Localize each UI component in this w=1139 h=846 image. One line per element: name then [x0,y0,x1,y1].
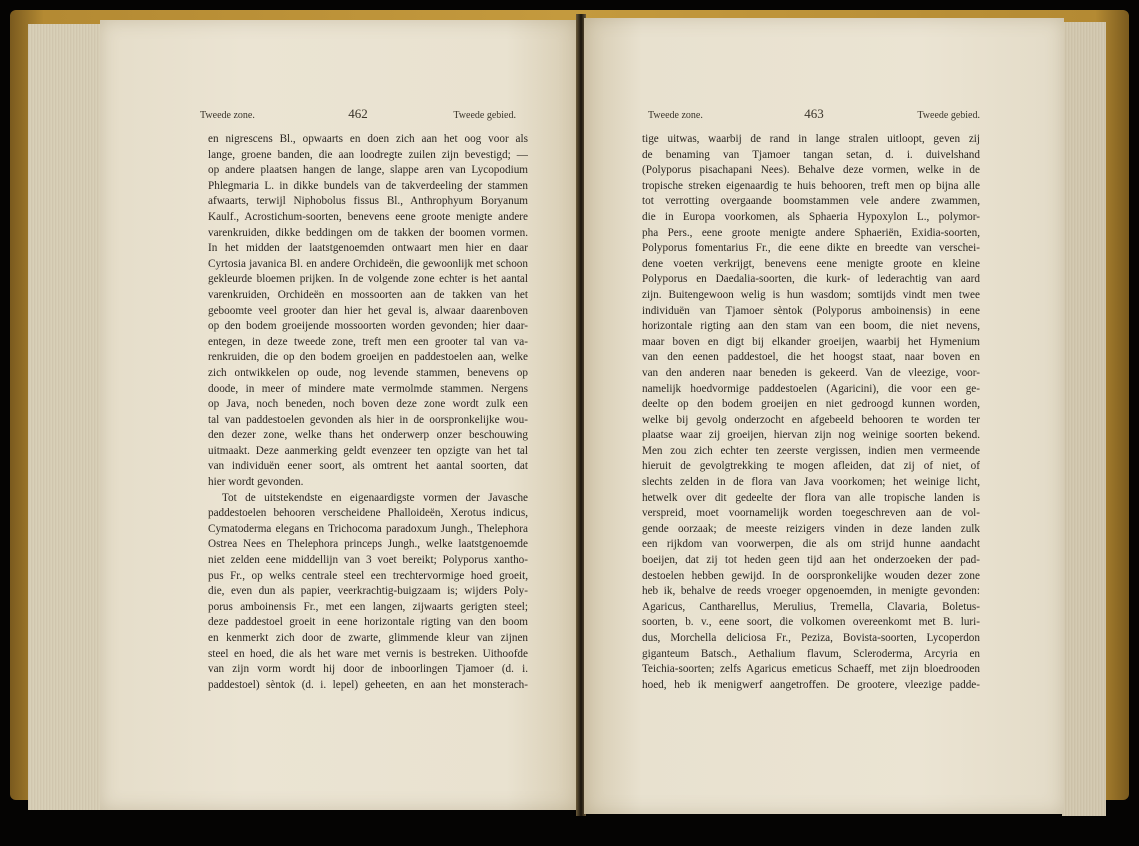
text-line: namelijk hoedvormige paddestoelen (Agaricini), die voor een ge- [642,382,980,395]
text-line: den dezer zone, welke thans het onderwerp onzer beschouwing [208,429,528,442]
text-line: Cymatoderma elegans en Trichocoma paradoxum Jungh., Thelephora [208,522,528,535]
text-line: en kenmerkt zich door de zwarte, glimmende kleur van zijnen [208,632,528,644]
text-line: steel en hoed, die als het ware met vernis is bestreken. Uithoofde [208,647,528,660]
right-page [584,18,1064,814]
text-line: pha Pers., eene groote menigte andere Sphaeriën, Exidia-soorten, [642,226,980,239]
text-line: deze paddestoel groeit in eene horizontale rigting van den boom [208,616,528,629]
text-line: op den bodem groeijende mossoorten worden gevonden; hier daar- [208,320,528,333]
left-page [100,20,578,810]
text-line: slechts zelden in de flora van Java voorkomen; het weinige licht, [642,476,980,489]
page-edges-right [1062,22,1106,816]
text-line: destoelen hebben gewijd. In de oorspronkelijke wouden dezer zone [642,569,980,582]
text-line: dus, Morchella deliciosa Fr., Peziza, Bovista-soorten, Lycoperdon [642,632,980,644]
text-line: welke bij gevolg onderzocht en afgebeeld behooren te worden ter [642,413,980,426]
text-line: doode, in meer of mindere mate vermolmde stammen. Nergens [208,382,528,395]
text-line: een rijkdom van voorwerpen, die als om strijd hunne aandacht [642,538,980,551]
running-head-right: Tweede gebied. [917,110,980,121]
page-edges-left [28,24,108,810]
text-line: horizontale rigting aan den stam van een boom, die niet nevens, [642,320,980,333]
text-line: entegen, in deze tweede zone, treft men een grooter tal van va- [208,335,528,348]
text-line: van den anderen naar beneden is gekeerd. Van de vleezige, voor- [642,366,980,379]
text-line: renkruiden, die op den bodem groeijen en paddestoelen aan, welke [208,351,528,364]
text-line: hetwelk over dit gedeelte der flora van alle tropische landen is [642,491,980,504]
text-line: en nigrescens Bl., opwaarts en doen zich aan het oog voor als [208,133,528,145]
text-line: op andere plaatsen hangen de lange, slappe aren van Lycopodium [208,164,528,177]
running-head-left: Tweede zone. [200,110,255,121]
text-line: verspreid, moet voornamelijk worden toegeschreven aan de vol- [642,507,980,520]
text-line: varenkruiden, Orchideën en mossoorten aan de takken van het [208,288,528,301]
text-line: maar boven en digt bij elkander groeijen, waarbij het Hymenium [642,335,980,348]
text-line: tropische streken eigenaardig te huis behooren, treft men op bijna alle [642,179,980,192]
text-line: plaatse waar zij groeijen, hiervan zijn nog weinige soorten bekend. [642,429,980,442]
text-line: Polyporus en Daedalia-soorten, die kurk- of lederachtig van aard [642,273,980,286]
text-line: Tot de uitstekendste en eigenaardigste vormen der Javasche [222,491,528,504]
text-line: hoed, heb ik menigwerf aangetroffen. De grootere, vleezige padde- [642,678,980,691]
text-line: van zijn vorm wordt hij door de inboorlingen Tjamoer (d. i. [208,663,528,676]
text-line: giganteum Batsch., Aethalium flavum, Scleroderma, Arcyria en [642,647,980,660]
text-line: Cyrtosia javanica Bl. en andere Orchideën, die gewoonlijk met schoon [208,257,528,270]
text-line: Polyporus fomentarius Fr., die eene dikte en breedte van verschei- [642,242,980,255]
text-line: dene voeten verkrijgt, benevens eene menigte groote en kleine [642,257,980,270]
text-line: hieruit de gevolgtrekking te mogen afleiden, dat zij of niet, of [642,460,980,473]
text-line: deelte op den bodem groeijen en niet gedroogd kunnen worden, [642,398,980,411]
text-line: van den eenen paddestoel, die het hoogst staat, naar boven en [642,351,980,364]
text-line: individuën van Tjamoer sèntok (Polyporus amboinensis) in eene [642,304,980,317]
text-line: (Polyporus pisachapani Nees). Behalve deze vormen, welke in de [642,164,980,177]
text-line: Agaricus, Cantharellus, Merulius, Tremella, Clavaria, Boletus- [642,600,980,613]
text-line: die in Europa voorkomen, als Sphaeria Hypoxylon L., polymor- [642,210,980,223]
text-line: lange, groene banden, die aan loodregte zuilen zijn bevestigd; — [208,148,528,161]
text-line: niet zelden eene middellijn van 3 voet bereikt; Polyporus xantho- [208,554,528,567]
text-line: uitmaakt. Deze aanmerking geldt evenzeer ten opzigte van het tal [208,444,528,457]
text-line: afwaarts, terwijl Niphobolus fissus Bl., Anthrophyum Boryanum [208,195,528,208]
text-line: In het midden der laatstgenoemden ontwaart men hier en daar [208,242,528,255]
text-line: Ostrea Nees en Thelephora princeps Jungh., welke laatstgenoemde [208,538,528,551]
text-line: die, even dun als papier, veerkrachtig-buigzaam is; wijders Poly- [208,585,528,598]
text-line: Teichia-soorten; zelfs Agaricus emeticus Schaeff, met zijn bloedrooden [642,663,980,676]
text-line: gende oorzaak; de meeste reizigers vinden in deze landen zulk [642,522,980,535]
text-line: varenkruiden, dikke beddingen om de takken der boomen vormen. [208,226,528,239]
text-line: hier wordt gevonden. [208,476,304,489]
text-line: soorten, b. v., eene soort, die volkomen overeenkomt met B. luri- [642,616,980,629]
text-line: op Java, noch beneden, noch boven deze zone wordt zulk een [208,398,528,411]
right-page-header [648,106,980,126]
text-line: boeijen, dat zij tot heden geen tijd aan het onderzoeken der pad- [642,554,980,567]
text-line: zich ontwikkelen op oude, nog levende stammen, benevens op [208,366,528,379]
text-line: paddestoel) sèntok (d. i. lepel) geheeten, en aan het monsterach- [208,678,528,691]
left-page-header [200,106,516,126]
text-line: heb ik, behalve de reeds vroeger opgenoemden, in menigte gevonden: [642,585,980,598]
running-head-right: Tweede gebied. [453,110,516,121]
text-line: zijn. Buitengewoon welig is hun wasdom; somtijds vindt men twee [642,288,980,301]
text-line: gekleurde bloemen prijken. In de volgende zone echter is het aantal [208,273,528,286]
text-line: tige uitwas, waarbij de rand in lange stralen uitloopt, geven zij [642,133,980,145]
text-line: paddestoelen behooren verscheidene Phalloideën, Xerotus indicus, [208,507,528,520]
text-line: geboomte veel grooter dan hier het geval is, alwaar daarenboven [208,304,528,317]
text-line: Men zou zich echter ten zeerste vergissen, indien men vermeende [642,444,980,457]
text-line: pus Fr., op welks centrale steel een trechtervormige hoed groeit, [208,569,528,582]
right-page-text [642,132,980,693]
text-line: Kaulf., Acrostichum-soorten, benevens eene groote menigte andere [208,210,528,223]
left-page-text [208,132,528,693]
text-line: tal van paddestoelen gevonden als hier in de oorspronkelijke wou- [208,413,528,426]
running-head-left: Tweede zone. [648,110,703,121]
text-line: de benaming van Tjamoer tangan setan, d. i. duivelshand [642,148,980,161]
text-line: Phlegmaria L. in dikke bundels van de takverdeeling der stammen [208,179,528,192]
text-line: tot verrotting overgaande boomstammen vele andere zwammen, [642,195,980,208]
page-number: 463 [804,106,824,121]
text-line: porus amboinensis Fr., met een langen, zijwaarts gerigten steel; [208,600,528,613]
text-line: van individuën eener soort, als omtrent het aantal soorten, dat [208,460,528,473]
page-number: 462 [348,106,368,121]
